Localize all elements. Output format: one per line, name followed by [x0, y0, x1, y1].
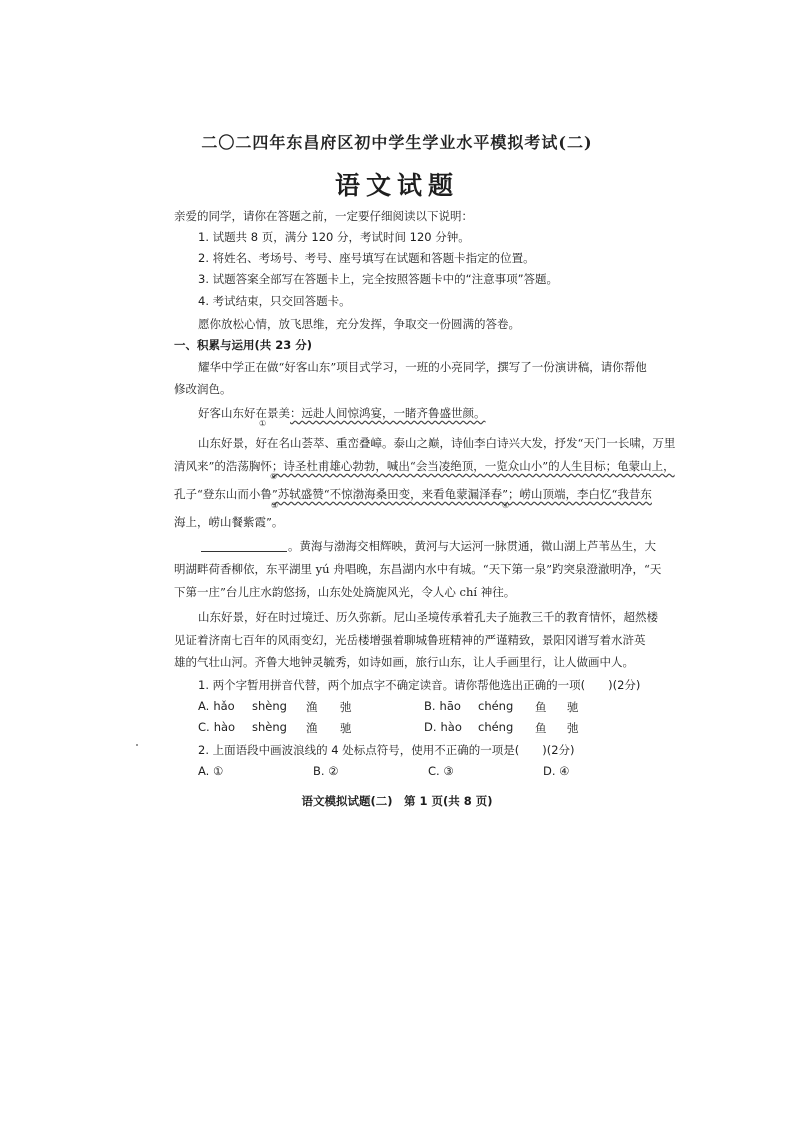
- q1-c-letter: C.: [198, 720, 210, 734]
- q1-a-p1: hǎo: [213, 699, 235, 713]
- instruction-item-2: 2. 将姓名、考场号、考号、座号填写在试题和答题卡指定的位置。: [198, 251, 535, 265]
- speech-title: [198, 405, 486, 421]
- q1-option-a[interactable]: [198, 699, 235, 713]
- q1-c-c1: 渔: [306, 721, 318, 735]
- q1-c-c2: 驰: [340, 721, 352, 735]
- fill-blank[interactable]: [201, 551, 287, 552]
- q1-c-p2: shèng: [252, 720, 287, 734]
- p3-line-3: 雄的气壮山河。齐鲁大地钟灵毓秀，如诗如画，旅行山东，让人手画里行，让人做画中人。: [174, 655, 634, 669]
- speech-title-part-b: ：远赴人间惊鸿宴，一睹齐鲁盛世颜。: [290, 406, 486, 420]
- page-footer: 语文模拟试题(二) 第 1 页(共 8 页): [301, 794, 493, 808]
- q2-stem: 2. 上面语段中画波浪线的 4 处标点符号，使用不正确的一项是( )(2分): [198, 743, 575, 757]
- q2-option-b[interactable]: B. ②: [313, 764, 339, 778]
- q1-option-c[interactable]: [198, 720, 235, 734]
- q1-b-p1: hāo: [439, 699, 461, 713]
- p3-line-1: 山东好景，好在时过境迁、历久弥新。尼山圣境传承着孔夫子施教三千的教育情怀，超然楼: [198, 610, 658, 624]
- q1-a-p2: shèng: [252, 699, 287, 713]
- q1-option-d[interactable]: [424, 720, 462, 734]
- section-intro-line-1: 耀华中学正在做“好客山东”项目式学习，一班的小亮同学，撰写了一份演讲稿，请你帮他: [198, 360, 647, 374]
- q1-d-p2: chéng: [478, 720, 514, 734]
- q2-option-d[interactable]: D. ④: [543, 764, 570, 778]
- q1-a-c1: 渔: [306, 700, 318, 714]
- q1-c-p1: hào: [213, 720, 236, 734]
- p2-line-3: 下第一庄”台儿庄水韵悠扬，山东处处旖旎风光，令人心 chí 神往。: [174, 585, 516, 599]
- exam-title: 二〇二四年东昌府区初中学生学业水平模拟考试(二): [201, 133, 593, 152]
- p1-line-1: 山东好景，好在名山荟萃、重峦叠嶂。泰山之巅，诗仙李白诗兴大发，抒发“天门一长啸，万里: [198, 436, 676, 450]
- p1-line-3-c: ；崂山顶端，李白忆“我昔东: [508, 487, 652, 501]
- q1-stem: 1. 两个字暂用拼音代替，两个加点字不确定读音。请你帮他选出正确的一项( )(2分): [198, 678, 641, 692]
- q1-b-c2: 驰: [567, 700, 579, 714]
- subject-title: 语文试题: [334, 171, 459, 200]
- p1-line-4: 海上，崂山餐紫霞”。: [174, 515, 284, 529]
- marker-2: ②: [270, 472, 278, 481]
- section-intro-line-2: 修改润色。: [174, 382, 232, 396]
- q1-a-letter: A.: [198, 699, 210, 713]
- q1-d-c2: 弛: [567, 721, 579, 735]
- q2-option-c[interactable]: C. ③: [428, 764, 454, 778]
- p2-line-1: 。黄海与渤海交相辉映，黄河与大运河一脉贯通，微山湖上芦苇丛生，大: [288, 539, 656, 553]
- p1-line-2: [174, 458, 675, 474]
- instructions-intro: 亲爱的同学，请你在答题之前，一定要仔细阅读以下说明：: [174, 209, 473, 223]
- q1-d-p1: hào: [440, 720, 462, 734]
- marker-1: ①: [259, 419, 267, 428]
- instructions-wish: 愿你放松心情，放飞思维，充分发挥，争取交一份圆满的答卷。: [198, 317, 520, 331]
- q1-d-letter: D.: [424, 720, 437, 734]
- q2-option-a[interactable]: A. ①: [198, 764, 224, 778]
- marker-4: ④: [502, 501, 510, 510]
- instruction-item-3: 3. 试题答案全部写在答题卡上，完全按照答题卡中的“注意事项”答题。: [198, 272, 559, 286]
- q1-d-c1: 鱼: [535, 721, 547, 735]
- instruction-item-1: 1. 试题共 8 页，满分 120 分，考试时间 120 分钟。: [198, 230, 470, 244]
- scan-speck: [136, 744, 138, 746]
- p1-line-3: [174, 486, 652, 502]
- p1-line-3-b: ”苏轼盛赞“不惊渤海桑田变，来看龟蒙漏泽春”: [271, 487, 509, 501]
- p2-line-2: 明湖畔荷香柳依，东平湖里 yú 舟唱晚，东昌湖内水中有城。“天下第一泉”趵突泉澄澈明净，“天: [174, 562, 662, 576]
- p1-line-3-a: 孔子“登东山而小鲁: [174, 487, 272, 501]
- p3-line-2: 见证着济南七百年的风雨变幻，光岳楼增强着聊城鲁班精神的严谨精致，景阳冈谱写着水浒英: [174, 633, 646, 647]
- section-heading: 一、积累与运用(共 23 分): [174, 338, 313, 352]
- q1-option-b[interactable]: [424, 699, 461, 713]
- q1-a-c2: 弛: [340, 700, 352, 714]
- speech-title-part-a: 好客山东好在景美: [198, 406, 290, 420]
- marker-3: ③: [271, 501, 279, 510]
- p1-line-2-b: ；诗圣杜甫雄心勃勃，喊出“会当凌绝顶，一览众山小”的人生目标；龟蒙山上，: [271, 459, 675, 473]
- q1-b-p2: chéng: [478, 699, 514, 713]
- q1-b-c1: 鱼: [535, 700, 547, 714]
- instruction-item-4: 4. 考试结束，只交回答题卡。: [198, 294, 351, 308]
- p1-line-2-a: 清风来”的浩荡胸怀: [174, 459, 272, 473]
- q1-b-letter: B.: [424, 699, 436, 713]
